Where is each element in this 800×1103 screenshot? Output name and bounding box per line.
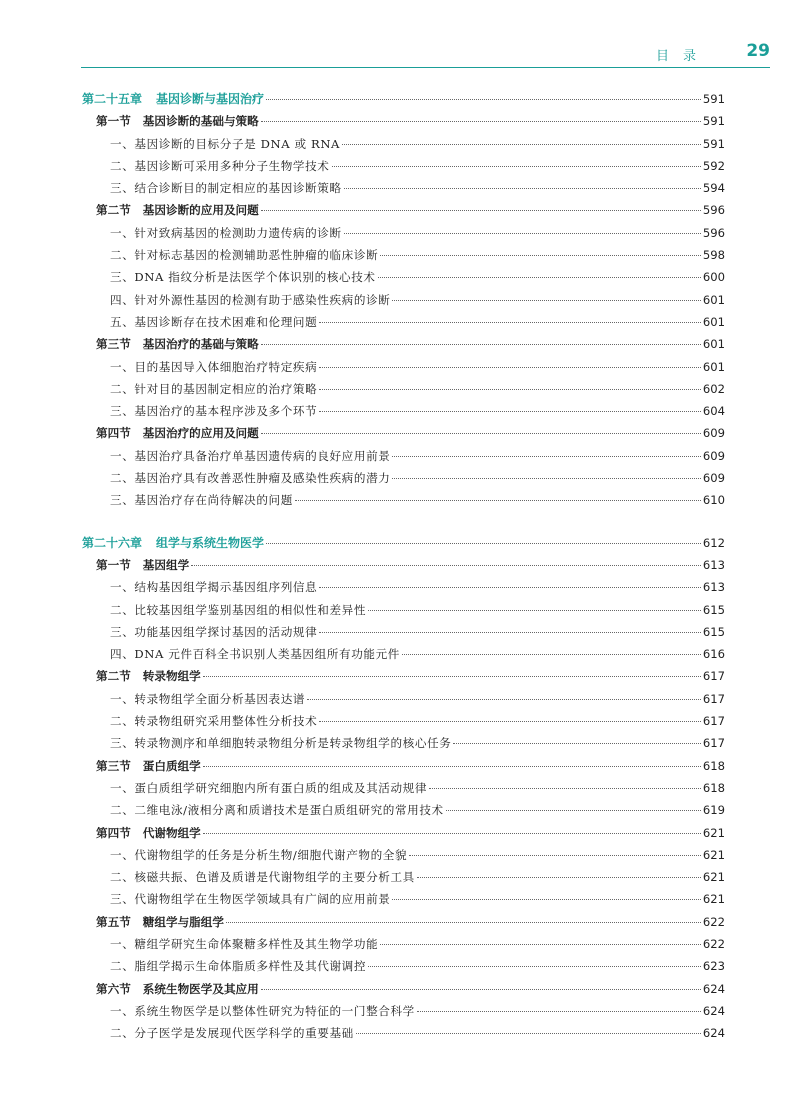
dot-leader	[378, 277, 701, 278]
item-title: 一、基因诊断的目标分子是 DNA 或 RNA	[110, 136, 341, 151]
toc-page-number: 609	[702, 448, 725, 463]
header-rule	[81, 67, 770, 68]
toc-item-label	[82, 643, 400, 665]
toc-item-label	[82, 688, 305, 710]
toc-page-number: 592	[702, 158, 725, 173]
toc-section[interactable]	[82, 554, 725, 576]
toc-item[interactable]	[82, 445, 725, 467]
toc-page-number: 621	[702, 825, 725, 840]
toc-item-label	[82, 266, 376, 288]
toc-item-label	[82, 222, 342, 244]
dot-leader	[446, 810, 701, 811]
toc-page-number: 591	[702, 92, 725, 106]
toc-page-number: 598	[702, 248, 725, 263]
toc-item[interactable]	[82, 400, 725, 422]
section-title: 系统生物医学及其应用	[142, 981, 259, 996]
section-number: 第三节	[96, 337, 131, 352]
section-number: 第一节	[96, 114, 131, 129]
toc-item[interactable]	[82, 222, 725, 244]
toc-item-label	[82, 710, 317, 732]
toc-item-label	[82, 445, 390, 467]
toc-page-number: 617	[702, 736, 725, 751]
toc-page-number: 612	[702, 535, 725, 550]
chapter-gap	[82, 512, 725, 532]
section-title: 基因诊断的基础与策略	[142, 114, 259, 129]
toc-item[interactable]	[82, 888, 725, 910]
toc-item-label	[82, 489, 293, 511]
toc-page-number: 610	[702, 493, 725, 508]
item-title: 五、基因诊断存在技术困难和伦理问题	[110, 314, 318, 329]
dot-leader	[261, 344, 701, 345]
toc-item-label	[82, 378, 317, 400]
section-number: 第一节	[96, 557, 131, 572]
chapter-title: 组学与系统生物医学	[156, 535, 265, 550]
toc-item-label	[82, 955, 366, 977]
toc-section-label	[82, 422, 259, 444]
item-title: 一、转录物组学全面分析基因表达谱	[110, 691, 306, 706]
item-title: 三、代谢物组学在生物医学领域具有广阔的应用前景	[110, 892, 391, 907]
toc-page-number: 615	[702, 624, 725, 639]
toc-item-label	[82, 621, 317, 643]
toc-item[interactable]	[82, 311, 725, 333]
dot-leader	[319, 367, 701, 368]
toc-item[interactable]	[82, 710, 725, 732]
section-title: 基因诊断的应用及问题	[142, 203, 259, 218]
toc-item-label	[82, 177, 342, 199]
toc-page-number: 621	[702, 870, 725, 885]
section-title: 代谢物组学	[142, 825, 201, 840]
toc-item[interactable]	[82, 955, 725, 977]
section-number: 第四节	[96, 426, 131, 441]
dot-leader	[307, 699, 701, 700]
toc-section[interactable]	[82, 978, 725, 1000]
toc-item[interactable]	[82, 799, 725, 821]
toc-item-label	[82, 844, 407, 866]
item-title: 三、结合诊断目的制定相应的基因诊断策略	[110, 181, 342, 196]
item-title: 二、基因诊断可采用多种分子生物学技术	[110, 158, 330, 173]
toc-item-label	[82, 467, 390, 489]
toc-section[interactable]	[82, 911, 725, 933]
dot-leader	[429, 788, 701, 789]
item-title: 二、脂组学揭示生命体脂质多样性及其代谢调控	[110, 959, 367, 974]
item-title: 一、糖组学研究生命体聚糖多样性及其生物学功能	[110, 936, 379, 951]
page-header	[81, 36, 770, 64]
toc-item-label	[82, 311, 317, 333]
toc-item[interactable]	[82, 289, 725, 311]
table-of-contents	[82, 88, 725, 1044]
item-title: 二、基因治疗具有改善恶性肿瘤及感染性疾病的潜力	[110, 471, 391, 486]
toc-page-number: 601	[702, 359, 725, 374]
toc-item[interactable]	[82, 177, 725, 199]
section-title: 基因组学	[142, 557, 190, 572]
section-number: 第二节	[96, 669, 131, 684]
toc-item[interactable]	[82, 599, 725, 621]
dot-leader	[344, 188, 701, 189]
item-title: 二、转录物组研究采用整体性分析技术	[110, 714, 318, 729]
toc-item[interactable]	[82, 378, 725, 400]
toc-chapter[interactable]	[82, 88, 725, 110]
dot-leader	[368, 966, 701, 967]
toc-section-label	[82, 755, 201, 777]
item-title: 三、基因治疗存在尚待解决的问题	[110, 493, 293, 508]
toc-item-label	[82, 599, 366, 621]
toc-item-label	[82, 1022, 354, 1044]
toc-page-number: 618	[702, 758, 725, 773]
toc-item[interactable]	[82, 933, 725, 955]
item-title: 二、分子医学是发展现代医学科学的重要基础	[110, 1026, 354, 1041]
toc-item-label	[82, 400, 317, 422]
toc-page-number: 616	[702, 647, 725, 662]
toc-item[interactable]	[82, 643, 725, 665]
toc-item[interactable]	[82, 1000, 725, 1022]
toc-page-number: 600	[702, 270, 725, 285]
item-title: 三、基因治疗的基本程序涉及多个环节	[110, 404, 318, 419]
item-title: 二、二维电泳/液相分离和质谱技术是蛋白质组研究的常用技术	[110, 803, 444, 818]
dot-leader	[261, 121, 701, 122]
dot-leader	[226, 922, 701, 923]
section-title: 蛋白质组学	[142, 758, 201, 773]
item-title: 一、系统生物医学是以整体性研究为特征的一门整合科学	[110, 1003, 415, 1018]
toc-item[interactable]	[82, 1022, 725, 1044]
toc-item-label	[82, 289, 390, 311]
toc-page-number: 624	[702, 1026, 725, 1041]
toc-item[interactable]	[82, 844, 725, 866]
item-title: 四、针对外源性基因的检测有助于感染性疾病的诊断	[110, 292, 391, 307]
dot-leader	[392, 456, 700, 457]
dot-leader	[392, 899, 700, 900]
toc-page-number: 621	[702, 892, 725, 907]
dot-leader	[203, 833, 701, 834]
item-title: 三、功能基因组学探讨基因的活动规律	[110, 624, 318, 639]
toc-chapter-label	[82, 88, 264, 110]
dot-leader	[402, 654, 701, 655]
toc-item[interactable]	[82, 467, 725, 489]
dot-leader	[417, 1011, 701, 1012]
toc-chapter[interactable]	[82, 532, 725, 554]
toc-item-label	[82, 356, 317, 378]
dot-leader	[319, 389, 701, 390]
dot-leader	[203, 766, 701, 767]
dot-leader	[319, 587, 701, 588]
dot-leader	[392, 478, 700, 479]
toc-item[interactable]	[82, 576, 725, 598]
dot-leader	[191, 565, 701, 566]
toc-item-label	[82, 133, 340, 155]
dot-leader	[417, 877, 701, 878]
toc-item-label	[82, 244, 378, 266]
toc-section-label	[82, 199, 259, 221]
section-number: 第六节	[96, 981, 131, 996]
toc-item-label	[82, 799, 444, 821]
toc-page-number: 596	[702, 225, 725, 240]
toc-item[interactable]	[82, 621, 725, 643]
section-title: 基因治疗的基础与策略	[142, 337, 259, 352]
toc-item-label	[82, 933, 378, 955]
item-title: 二、核磁共振、色谱及质谱是代谢物组学的主要分析工具	[110, 870, 415, 885]
dot-leader	[266, 543, 701, 544]
dot-leader	[319, 322, 701, 323]
dot-leader	[261, 989, 701, 990]
toc-item-label	[82, 1000, 415, 1022]
toc-section-label	[82, 333, 259, 355]
toc-item[interactable]	[82, 266, 725, 288]
toc-chapter-label	[82, 532, 264, 554]
toc-item-label	[82, 155, 330, 177]
item-title: 一、目的基因导入体细胞治疗特定疾病	[110, 359, 318, 374]
section-title: 转录物组学	[142, 669, 201, 684]
toc-item[interactable]	[82, 732, 725, 754]
toc-page-number: 617	[702, 669, 725, 684]
toc-page-number: 624	[702, 981, 725, 996]
toc-page-number: 594	[702, 181, 725, 196]
dot-leader	[319, 721, 701, 722]
toc-page-number: 613	[702, 557, 725, 572]
item-title: 一、蛋白质组学研究细胞内所有蛋白质的组成及其活动规律	[110, 780, 428, 795]
toc-section[interactable]	[82, 422, 725, 444]
toc-section[interactable]	[82, 755, 725, 777]
toc-item-label	[82, 732, 451, 754]
dot-leader	[409, 855, 701, 856]
dot-leader	[266, 99, 701, 100]
dot-leader	[380, 944, 701, 945]
toc-item[interactable]	[82, 133, 725, 155]
dot-leader	[344, 233, 701, 234]
toc-page-number: 591	[702, 114, 725, 129]
toc-page-number: 609	[702, 471, 725, 486]
dot-leader	[356, 1033, 701, 1034]
section-title: 基因治疗的应用及问题	[142, 426, 259, 441]
item-title: 四、DNA 元件百科全书识别人类基因组所有功能元件	[110, 647, 400, 662]
item-title: 三、转录物测序和单细胞转录物组分析是转录物组学的核心任务	[110, 736, 452, 751]
section-number: 第五节	[96, 914, 131, 929]
toc-page-number: 617	[702, 691, 725, 706]
item-title: 一、结构基因组学揭示基因组序列信息	[110, 580, 318, 595]
item-title: 二、针对目的基因制定相应的治疗策略	[110, 381, 318, 396]
toc-section-label	[82, 665, 201, 687]
toc-section-label	[82, 911, 224, 933]
toc-item[interactable]	[82, 356, 725, 378]
toc-section[interactable]	[82, 822, 725, 844]
toc-page-number: 591	[702, 136, 725, 151]
dot-leader	[203, 676, 701, 677]
toc-section[interactable]	[82, 665, 725, 687]
section-number: 第三节	[96, 758, 131, 773]
section-number: 第二节	[96, 203, 131, 218]
toc-page-number: 601	[702, 337, 725, 352]
section-title: 糖组学与脂组学	[142, 914, 224, 929]
toc-item[interactable]	[82, 155, 725, 177]
toc-page-number: 601	[702, 292, 725, 307]
dot-leader	[368, 610, 701, 611]
toc-item[interactable]	[82, 489, 725, 511]
dot-leader	[295, 500, 701, 501]
toc-section-label	[82, 822, 201, 844]
toc-page-number: 621	[702, 847, 725, 862]
toc-page-number: 619	[702, 803, 725, 818]
toc-section[interactable]	[82, 199, 725, 221]
toc-page-number: 622	[702, 936, 725, 951]
toc-page-number: 604	[702, 404, 725, 419]
dot-leader	[380, 255, 701, 256]
toc-section-label	[82, 554, 189, 576]
dot-leader	[332, 166, 701, 167]
toc-page-number: 618	[702, 780, 725, 795]
toc-item-label	[82, 866, 415, 888]
item-title: 一、代谢物组学的任务是分析生物/细胞代谢产物的全貌	[110, 847, 408, 862]
item-title: 一、针对致病基因的检测助力遗传病的诊断	[110, 225, 342, 240]
item-title: 一、基因治疗具备治疗单基因遗传病的良好应用前景	[110, 448, 391, 463]
toc-item-label	[82, 888, 390, 910]
toc-page-number: 617	[702, 714, 725, 729]
page-number: 29	[746, 41, 770, 61]
toc-section[interactable]	[82, 110, 725, 132]
toc-page-number: 613	[702, 580, 725, 595]
dot-leader	[261, 210, 701, 211]
chapter-title: 基因诊断与基因治疗	[156, 92, 265, 106]
toc-item[interactable]	[82, 244, 725, 266]
toc-section-label	[82, 110, 259, 132]
toc-page-number: 601	[702, 314, 725, 329]
toc-page-number: 596	[702, 203, 725, 218]
chapter-number: 第二十五章	[82, 92, 143, 106]
item-title: 三、DNA 指纹分析是法医学个体识别的核心技术	[110, 270, 376, 285]
toc-section-label	[82, 978, 259, 1000]
item-title: 二、比较基因组学鉴别基因组的相似性和差异性	[110, 602, 367, 617]
toc-page-number: 624	[702, 1003, 725, 1018]
toc-page-number: 609	[702, 426, 725, 441]
dot-leader	[342, 144, 701, 145]
toc-item[interactable]	[82, 777, 725, 799]
toc-section[interactable]	[82, 333, 725, 355]
section-number: 第四节	[96, 825, 131, 840]
toc-page-number: 602	[702, 381, 725, 396]
toc-page-number: 615	[702, 602, 725, 617]
running-title: 目录	[655, 49, 710, 64]
item-title: 二、针对标志基因的检测辅助恶性肿瘤的临床诊断	[110, 248, 379, 263]
toc-page-number: 623	[702, 959, 725, 974]
dot-leader	[261, 433, 701, 434]
toc-item-label	[82, 777, 427, 799]
toc-page-number: 622	[702, 914, 725, 929]
chapter-number: 第二十六章	[82, 535, 143, 550]
dot-leader	[392, 300, 700, 301]
dot-leader	[319, 632, 701, 633]
dot-leader	[453, 743, 700, 744]
dot-leader	[319, 411, 701, 412]
toc-item-label	[82, 576, 317, 598]
toc-item[interactable]	[82, 688, 725, 710]
toc-item[interactable]	[82, 866, 725, 888]
